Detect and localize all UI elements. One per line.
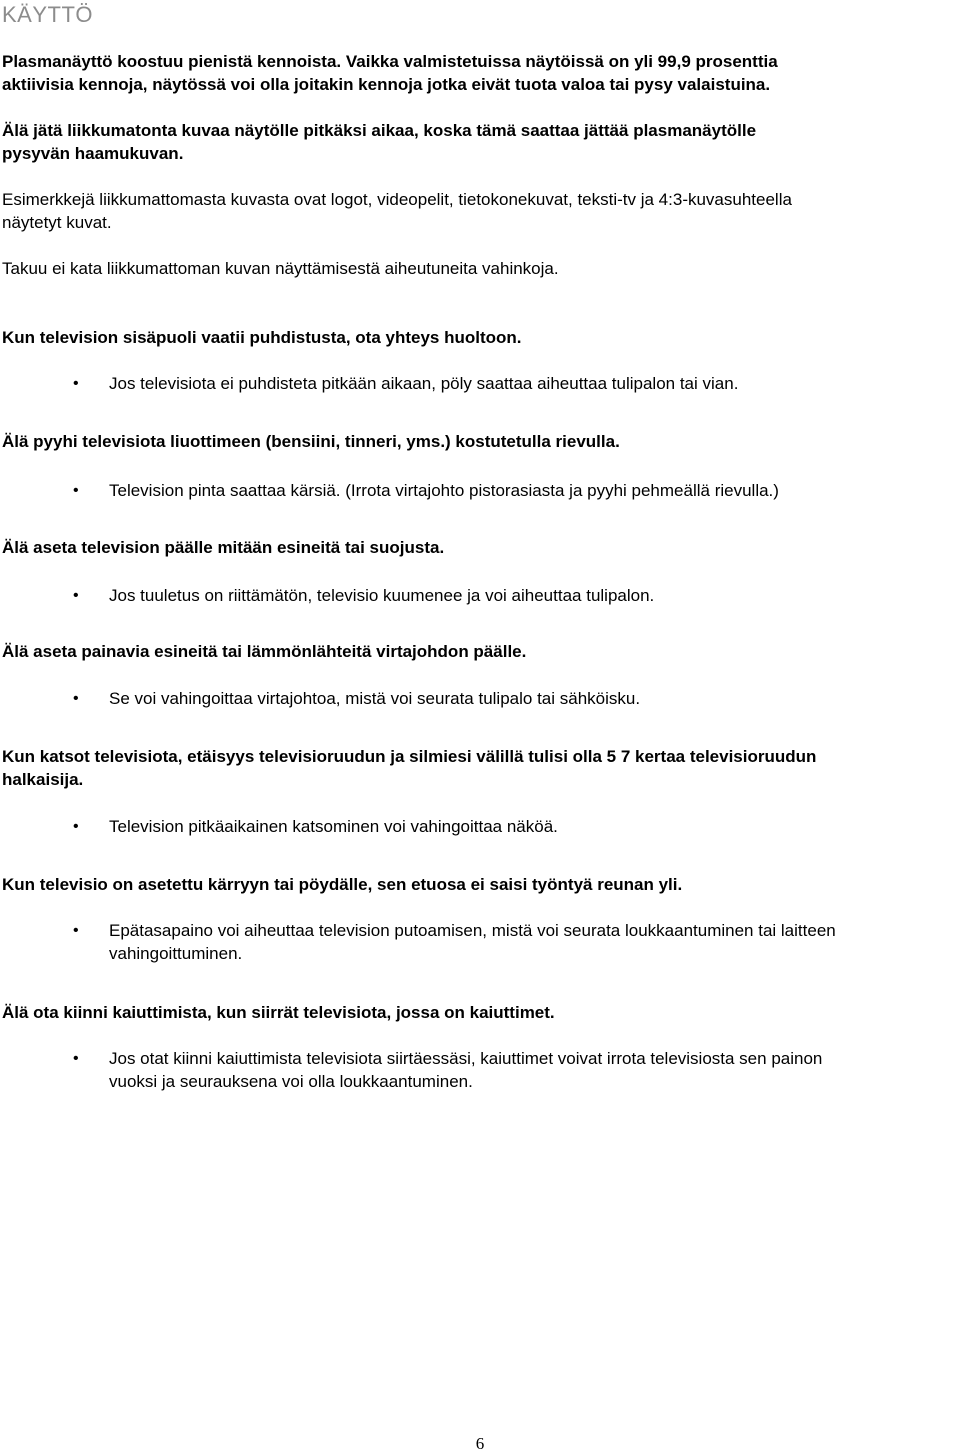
heading-power-cord: Älä aseta painavia esineitä tai lämmönlähteitä virtajohdon päälle. — [2, 642, 527, 661]
bullet-icon: • — [73, 375, 79, 392]
heading-no-solvents: Älä pyyhi televisiota liuottimeen (bensiini, tinneri, yms.) kostutetulla rievulla. — [2, 432, 620, 451]
text-line: halkaisija. — [2, 770, 84, 789]
page-number: 6 — [475, 1434, 485, 1453]
bullet-icon: • — [73, 922, 79, 939]
list-item-text: Jos televisiota ei puhdisteta pitkään aikaan, pöly saattaa aiheuttaa tulipalon tai vian. — [109, 374, 739, 393]
bullet-icon: • — [73, 690, 79, 707]
text-line: Jos otat kiinni kaiuttimista televisiota siirtäessäsi, kaiuttimet voivat irrota televisiosta sen painon — [109, 1049, 823, 1068]
text-line: näytetyt kuvat. — [2, 213, 112, 232]
heading-no-objects-on-top: Älä aseta television päälle mitään esineitä tai suojusta. — [2, 538, 445, 557]
text-line: vuoksi ja seurauksena voi olla loukkaantuminen. — [109, 1072, 473, 1091]
list-item-text — [109, 1047, 960, 1093]
text-line: Älä jätä liikkumatonta kuvaa näytölle pitkäksi aikaa, koska tämä saattaa jättää plasmanäytölle — [2, 121, 757, 140]
bullet-icon: • — [73, 482, 79, 499]
paragraph-ghost-image-warning — [2, 119, 960, 165]
heading-cart-placement: Kun televisio on asetettu kärryyn tai pöydälle, sen etuosa ei saisi työntyä reunan yli. — [2, 875, 683, 894]
page-title: KÄYTTÖ — [2, 2, 94, 27]
text-line: vahingoittuminen. — [109, 944, 243, 963]
text-line: Takuu ei kata liikkumattoman kuvan näyttämisestä aiheutuneita vahinkoja. — [2, 259, 559, 278]
list-item-text: Jos tuuletus on riittämätön, televisio kuumenee ja voi aiheuttaa tulipalon. — [109, 586, 655, 605]
text-line: Esimerkkejä liikkumattomasta kuvasta ovat logot, videopelit, tietokonekuvat, teksti-tv ja 4:3-kuvasuhteella — [2, 190, 792, 209]
text-line: Plasmanäyttö koostuu pienistä kennoista. Vaikka valmistetuissa näytöissä on yli 99,9 prosenttia — [2, 52, 778, 71]
bullet-icon: • — [73, 1050, 79, 1067]
text-line: aktiivisia kennoja, näytössä voi olla joitakin kennoja jotka eivät tuota valoa tai pysy valaistuina. — [2, 75, 771, 94]
heading-cleaning-service: Kun television sisäpuoli vaatii puhdistusta, ota yhteys huoltoon. — [2, 328, 522, 347]
bullet-icon: • — [73, 818, 79, 835]
list-item-text: Se voi vahingoittaa virtajohtoa, mistä voi seurata tulipalo tai sähköisku. — [109, 689, 641, 708]
list-item-text: Television pinta saattaa kärsiä. (Irrota virtajohto pistorasiasta ja pyyhi pehmeällä rievulla.) — [109, 481, 779, 500]
paragraph-warranty-note — [2, 257, 960, 280]
paragraph-static-image-examples — [2, 188, 960, 234]
paragraph-plasma-cells — [2, 50, 960, 96]
text-line: Epätasapaino voi aiheuttaa television putoamisen, mistä voi seurata loukkaantuminen tai laitteen — [109, 921, 836, 940]
text-line: Kun katsot televisiota, etäisyys televisioruudun ja silmiesi välillä tulisi olla 5 7 kertaa televisioruudun — [2, 747, 817, 766]
list-item-text — [109, 919, 960, 965]
heading-viewing-distance — [2, 745, 960, 791]
text-line: pysyvän haamukuvan. — [2, 144, 184, 163]
heading-speakers: Älä ota kiinni kaiuttimista, kun siirrät televisiota, jossa on kaiuttimet. — [2, 1003, 555, 1022]
bullet-icon: • — [73, 587, 79, 604]
list-item-text: Television pitkäaikainen katsominen voi vahingoittaa näköä. — [109, 817, 558, 836]
